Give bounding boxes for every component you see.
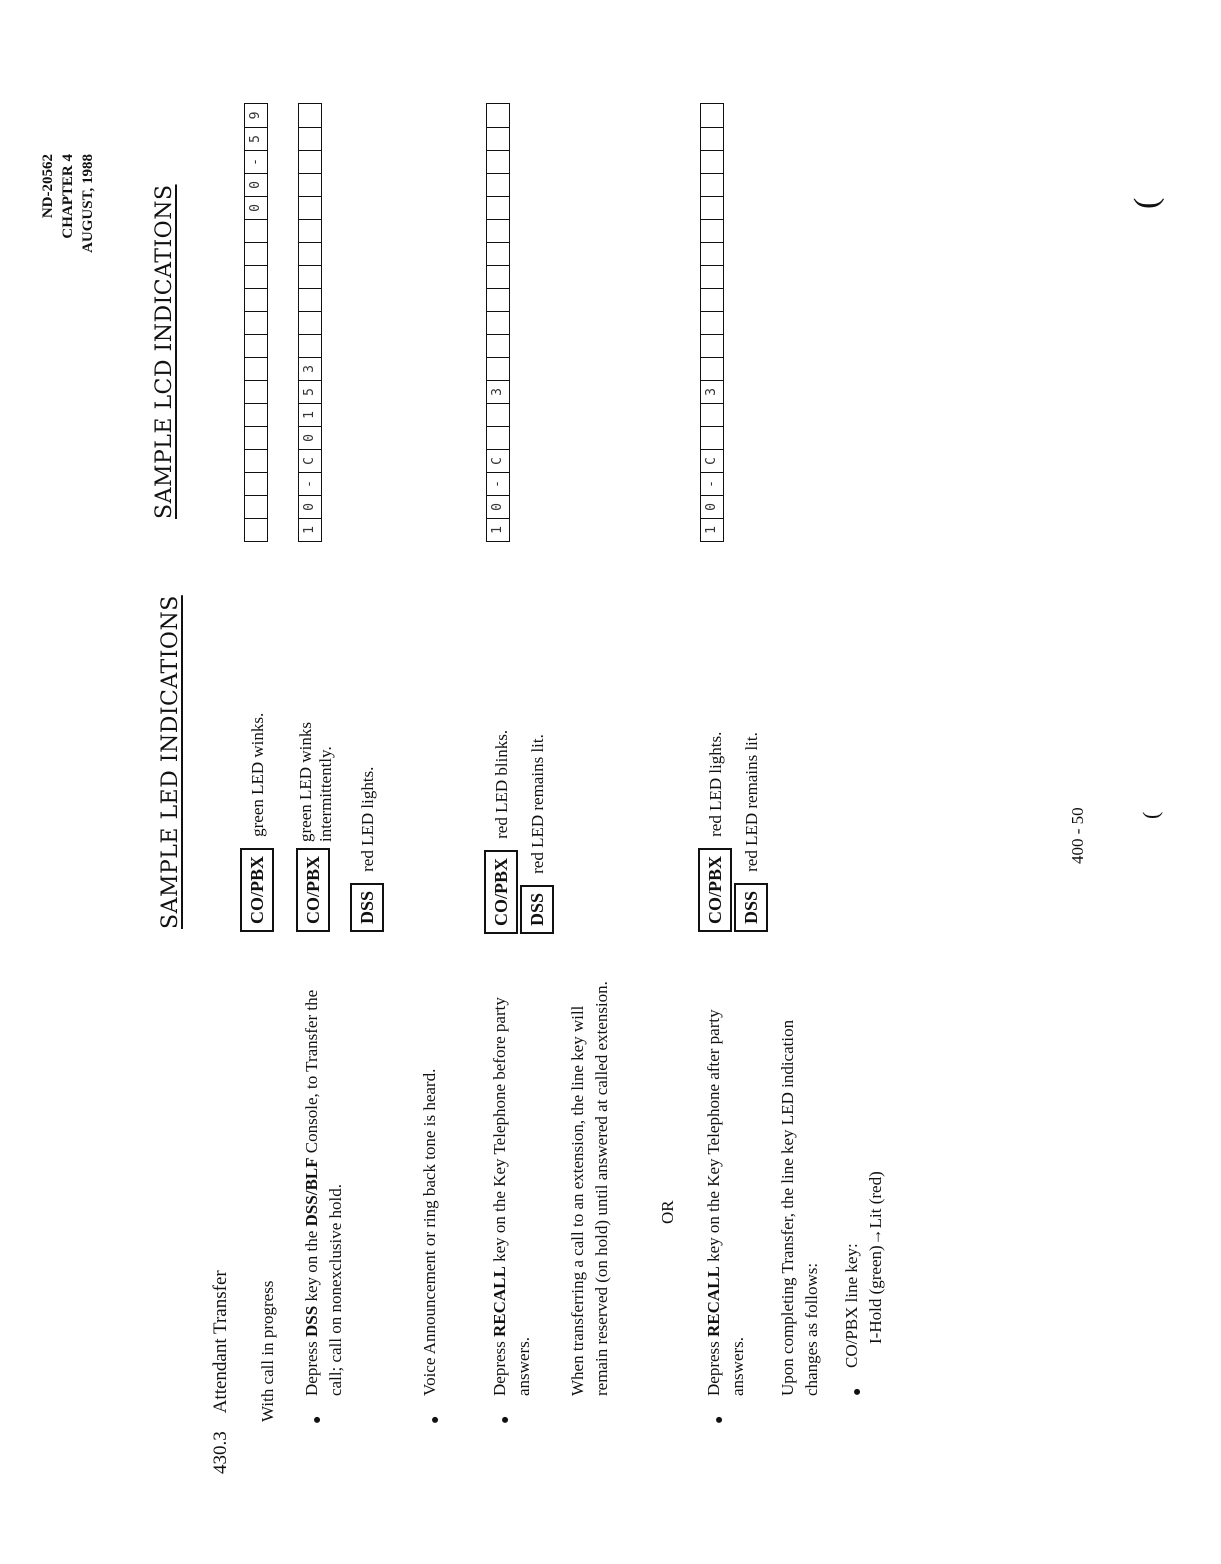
lcd-cell <box>701 196 723 219</box>
section-title <box>210 1270 232 1474</box>
lcd-display-3 <box>486 103 510 542</box>
lcd-cell: 0 <box>487 495 509 518</box>
led-row-4 <box>698 732 732 932</box>
recall-key-ref-2: RECALL <box>704 1266 723 1337</box>
led-heading: SAMPLE LED INDICATIONS <box>158 595 183 929</box>
recall-key-ref: RECALL <box>490 1266 509 1337</box>
lcd-cell <box>487 265 509 288</box>
line-key-detail: I-Hold (green)→Lit (red) <box>866 1171 885 1344</box>
lcd-cell <box>245 380 267 403</box>
led-status: green LED winks. <box>248 712 267 837</box>
step-2: Voice Announcement or ring back tone is heard. <box>420 1068 439 1396</box>
copbx-key: CO/PBX <box>296 848 330 932</box>
lcd-cell <box>701 403 723 426</box>
lcd-cell <box>701 334 723 357</box>
lcd-cell <box>245 242 267 265</box>
lcd-cell: 3 <box>701 380 723 403</box>
lcd-cell <box>245 403 267 426</box>
lcd-cell <box>701 311 723 334</box>
lcd-cell <box>245 495 267 518</box>
lcd-cell: - <box>487 472 509 495</box>
lcd-cell <box>487 127 509 150</box>
lcd-cell: 9 <box>248 111 263 120</box>
led-status: red LED remains lit. <box>742 732 761 872</box>
transfer-note: When transferring a call to an extension, the line key will remain reserved (on hold) until answered at called extension. <box>568 981 611 1396</box>
led-row-1 <box>240 713 274 932</box>
lcd-cell: 0 <box>299 495 321 518</box>
line-key-info <box>840 1008 888 1368</box>
lcd-cell <box>245 472 267 495</box>
lcd-cell <box>299 311 321 334</box>
lcd-cell <box>299 334 321 357</box>
lcd-cell <box>701 104 723 127</box>
lcd-cell <box>299 288 321 311</box>
led-status: red LED lights. <box>706 731 725 837</box>
lcd-display-2 <box>298 103 322 542</box>
section-number: 430.3 <box>210 1431 231 1474</box>
lcd-cell <box>299 242 321 265</box>
lcd-cell: - <box>245 150 267 173</box>
copbx-key: CO/PBX <box>698 848 732 932</box>
dss-blf-ref: DSS/BLF <box>302 1157 321 1227</box>
lcd-cell <box>487 426 509 449</box>
dss-key-ref: DSS <box>302 1305 321 1337</box>
scan-artifact-icon: ( <box>1138 811 1163 819</box>
lcd-cell: 1 <box>487 518 509 541</box>
lcd-cell <box>299 104 321 127</box>
led-row-2 <box>296 652 336 932</box>
lcd-cell <box>701 173 723 196</box>
led-row-3 <box>484 730 518 934</box>
copbx-key: CO/PBX <box>240 848 274 932</box>
lcd-cell: 5 <box>245 127 267 150</box>
lcd-cell <box>299 127 321 150</box>
lcd-cell <box>487 357 509 380</box>
lcd-cell <box>245 311 267 334</box>
lcd-cell <box>299 196 321 219</box>
lcd-cell <box>299 265 321 288</box>
bullet-5: ● <box>850 1387 865 1396</box>
led-row-4b <box>734 732 768 932</box>
lcd-cell <box>701 265 723 288</box>
header-doc-number: ND-20562 <box>40 154 56 219</box>
completion-text: Upon completing Transfer, the line key LED indication changes as follows: <box>778 1019 821 1396</box>
lcd-cell: 1 <box>299 403 321 426</box>
lcd-cell <box>701 242 723 265</box>
dss-key: DSS <box>350 883 384 932</box>
bullet-4: ● <box>712 1415 727 1424</box>
lcd-cell <box>299 150 321 173</box>
lcd-cell <box>487 219 509 242</box>
lcd-cell <box>487 173 509 196</box>
scan-artifact-icon: ( <box>1128 197 1165 209</box>
bullet-3: ● <box>498 1415 513 1424</box>
lcd-display-1 <box>244 103 268 542</box>
lcd-cell <box>299 219 321 242</box>
header-chapter: CHAPTER 4 <box>60 154 76 239</box>
led-status: red LED lights. <box>358 766 377 872</box>
lcd-cell: 3 <box>487 380 509 403</box>
lcd-cell <box>487 150 509 173</box>
copbx-key: CO/PBX <box>484 850 518 934</box>
dss-key: DSS <box>734 883 768 932</box>
lcd-cell <box>299 173 321 196</box>
or-separator: OR <box>658 1200 677 1224</box>
lcd-cell <box>701 426 723 449</box>
led-status: red LED remains lit. <box>528 734 547 874</box>
section-name: Attendant Transfer <box>210 1270 231 1414</box>
lcd-cell: C <box>299 449 321 472</box>
lcd-cell: 0 <box>701 495 723 518</box>
lcd-cell: 1 <box>299 518 321 541</box>
lcd-display-4 <box>700 103 724 542</box>
lcd-cell <box>245 334 267 357</box>
lcd-cell <box>487 334 509 357</box>
lcd-cell <box>487 403 509 426</box>
step-3: Depress RECALL key on the Key Telephone before party answers. <box>490 997 533 1396</box>
dss-key: DSS <box>520 885 554 934</box>
led-row-2b <box>350 767 384 932</box>
lcd-cell: - <box>299 472 321 495</box>
page-number: 400 - 50 <box>1068 807 1087 864</box>
led-status: red LED blinks. <box>492 729 511 839</box>
lcd-cell: C <box>487 449 509 472</box>
lcd-cell: 0 <box>299 426 321 449</box>
lcd-cell <box>701 357 723 380</box>
lcd-cell: 5 <box>299 380 321 403</box>
lcd-cell <box>487 288 509 311</box>
lcd-cell <box>701 127 723 150</box>
intro-text: With call in progress <box>258 1280 277 1422</box>
lcd-cell <box>487 196 509 219</box>
lcd-heading: SAMPLE LCD INDICATIONS <box>152 184 177 519</box>
lcd-cell <box>487 104 509 127</box>
lcd-cell: 1 <box>701 518 723 541</box>
lcd-cell <box>245 518 267 541</box>
lcd-cell: 3 <box>299 357 321 380</box>
lcd-cell <box>245 219 267 242</box>
led-status: green LED winks intermittently. <box>296 722 335 842</box>
lcd-cell <box>487 242 509 265</box>
led-row-3b <box>520 734 554 934</box>
bullet-1: ● <box>310 1415 325 1424</box>
lcd-cell <box>245 449 267 472</box>
lcd-cell <box>701 288 723 311</box>
lcd-cell: 0 <box>245 173 267 196</box>
lcd-cell: C <box>701 449 723 472</box>
lcd-cell <box>701 150 723 173</box>
lcd-cell: - <box>701 472 723 495</box>
step-1: Depress DSS key on the DSS/BLF Console, to Transfer the call; call on nonexclusive hold. <box>302 989 345 1396</box>
lcd-cell <box>245 357 267 380</box>
lcd-cell <box>245 265 267 288</box>
line-key-label: CO/PBX line key: <box>842 1243 861 1368</box>
step-4: Depress RECALL key on the Key Telephone after party answers. <box>704 1009 747 1396</box>
header-date: AUGUST, 1988 <box>80 154 96 253</box>
page-header <box>38 154 98 284</box>
lcd-cell <box>245 288 267 311</box>
bullet-2: ● <box>428 1415 443 1424</box>
lcd-cell <box>487 311 509 334</box>
lcd-cell <box>701 219 723 242</box>
lcd-cell: 0 <box>245 196 267 219</box>
lcd-cell <box>245 426 267 449</box>
